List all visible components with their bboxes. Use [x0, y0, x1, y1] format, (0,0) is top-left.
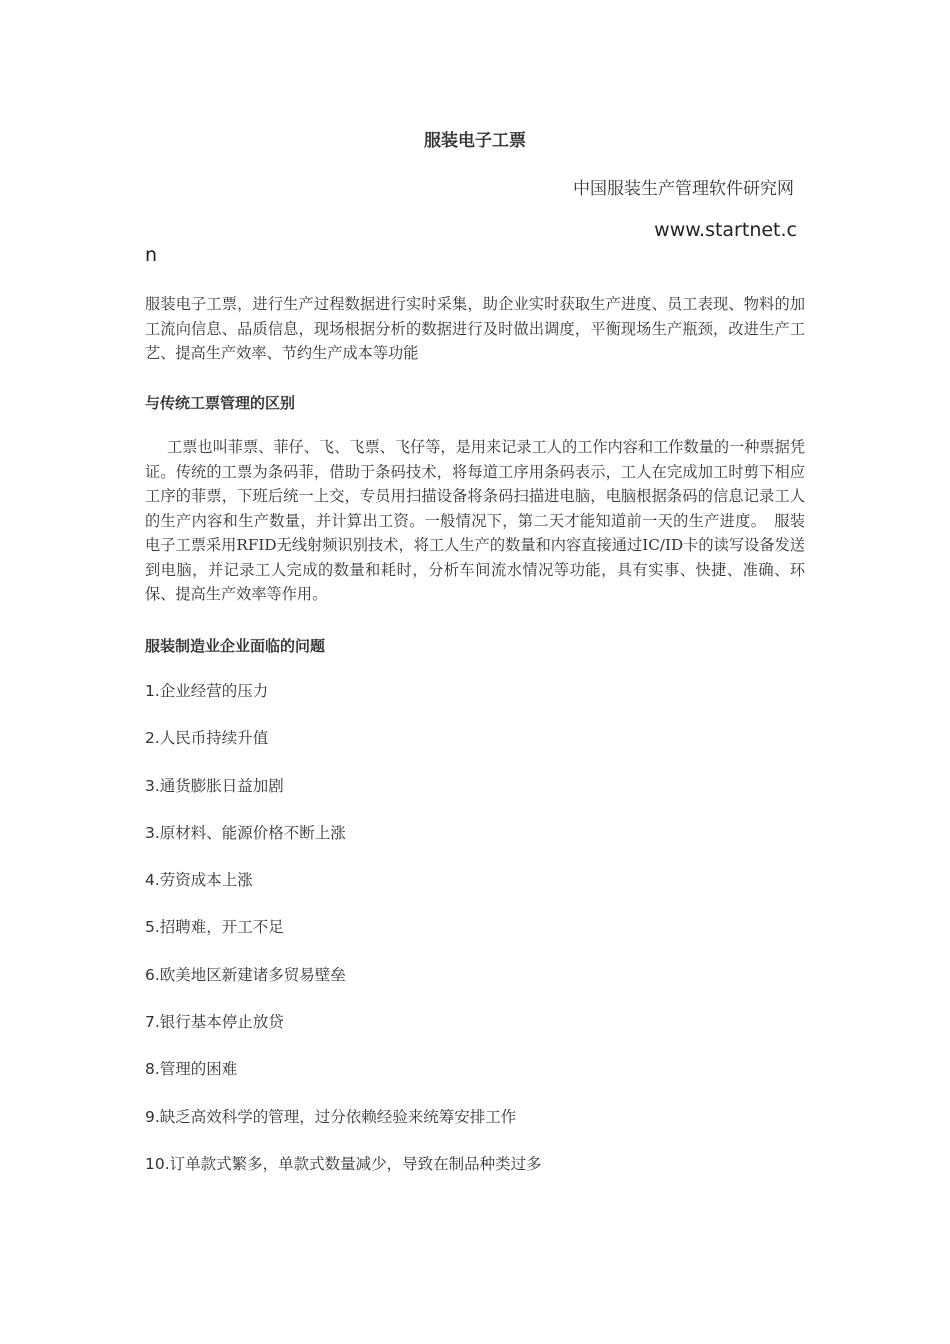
list-item-number: 3. — [145, 776, 160, 795]
list-item — [145, 1106, 542, 1153]
list-item — [145, 775, 542, 822]
list-item-text: 人民币持续升值 — [159, 729, 269, 748]
source-url-line1: www.startnet.c — [654, 219, 797, 241]
document-title: 服装电子工票 — [424, 131, 526, 151]
problem-list — [145, 680, 542, 1200]
list-item-number: 1. — [145, 682, 160, 700]
source-url — [145, 218, 797, 268]
list-item-number: 7. — [145, 1013, 160, 1032]
list-item-number: 6. — [145, 965, 160, 984]
section-heading-difference: 与传统工票管理的区别 — [145, 394, 296, 412]
source-url-line2: n — [145, 244, 158, 266]
list-item — [145, 964, 542, 1011]
section-heading-problems: 服装制造业企业面临的问题 — [145, 637, 326, 655]
list-item-number: 5. — [145, 918, 160, 937]
list-item-text: 招聘难，开工不足 — [159, 918, 284, 937]
list-item — [145, 727, 542, 774]
list-item — [145, 1153, 542, 1200]
intro-paragraph: 服装电子工票，进行生产过程数据进行实时采集，助企业实时获取生产进度、员工表现、物料的加工流向信息、品质信息，现场根据分析的数据进行及时做出调度，平衡现场生产瓶颈，改进生产工艺、提高生产效率、节约生产成本等功能 — [145, 295, 805, 362]
list-item-text: 缺乏高效科学的管理，过分依赖经验来统筹安排工作 — [159, 1107, 517, 1126]
list-item-text: 欧美地区新建诸多贸易壁垒 — [159, 965, 346, 984]
list-item-text: 通货膨胀日益加剧 — [159, 776, 284, 795]
list-item-number: 2. — [145, 729, 160, 748]
section-body-difference: 工票也叫菲票、菲仔、飞、飞票、飞仔等，是用来记录工人的工作内容和工作数量的一种票据凭证。传统的工票为条码菲，借助于条码技术，将每道工序用条码表示，工人在完成加工时剪下相应工序的菲票，下班后统一上交，专员用扫描设备将条码扫描进电脑，电脑根据条码的信息记录工人的生产内容和生产数量，并计算出工资。一般情况下，第二天才能知道前一天的生产进度。 服装电子工票采用RFID无线射频识别技术，将工人生产的数量和内容直接通过IC/ID卡的读写设备发送到电脑，并记录工人完成的数量和耗时，分析车间流水情况等功能，具有实事、快捷、准确、环保、提高生产效率等作用。 — [145, 438, 805, 603]
list-item — [145, 680, 542, 727]
list-item-text: 管理的困难 — [159, 1060, 238, 1079]
list-item-number: 9. — [145, 1107, 160, 1126]
list-item-text: 劳资成本上涨 — [159, 871, 253, 890]
list-item — [145, 1011, 542, 1058]
list-item-number: 3. — [145, 823, 160, 842]
list-item-number: 10. — [145, 1154, 170, 1173]
list-item-number: 4. — [145, 871, 160, 890]
list-item — [145, 916, 542, 963]
list-item — [145, 822, 542, 869]
source-name: 中国服装生产管理软件研究网 — [573, 179, 794, 199]
list-item — [145, 869, 542, 916]
list-item-number: 8. — [145, 1060, 160, 1079]
list-item-text: 企业经营的压力 — [159, 682, 269, 700]
list-item-text: 订单款式繁多，单款式数量减少，导致在制品种类过多 — [169, 1154, 542, 1173]
list-item-text: 银行基本停止放贷 — [159, 1013, 284, 1032]
list-item — [145, 1058, 542, 1105]
list-item-text: 原材料、能源价格不断上涨 — [159, 823, 346, 842]
